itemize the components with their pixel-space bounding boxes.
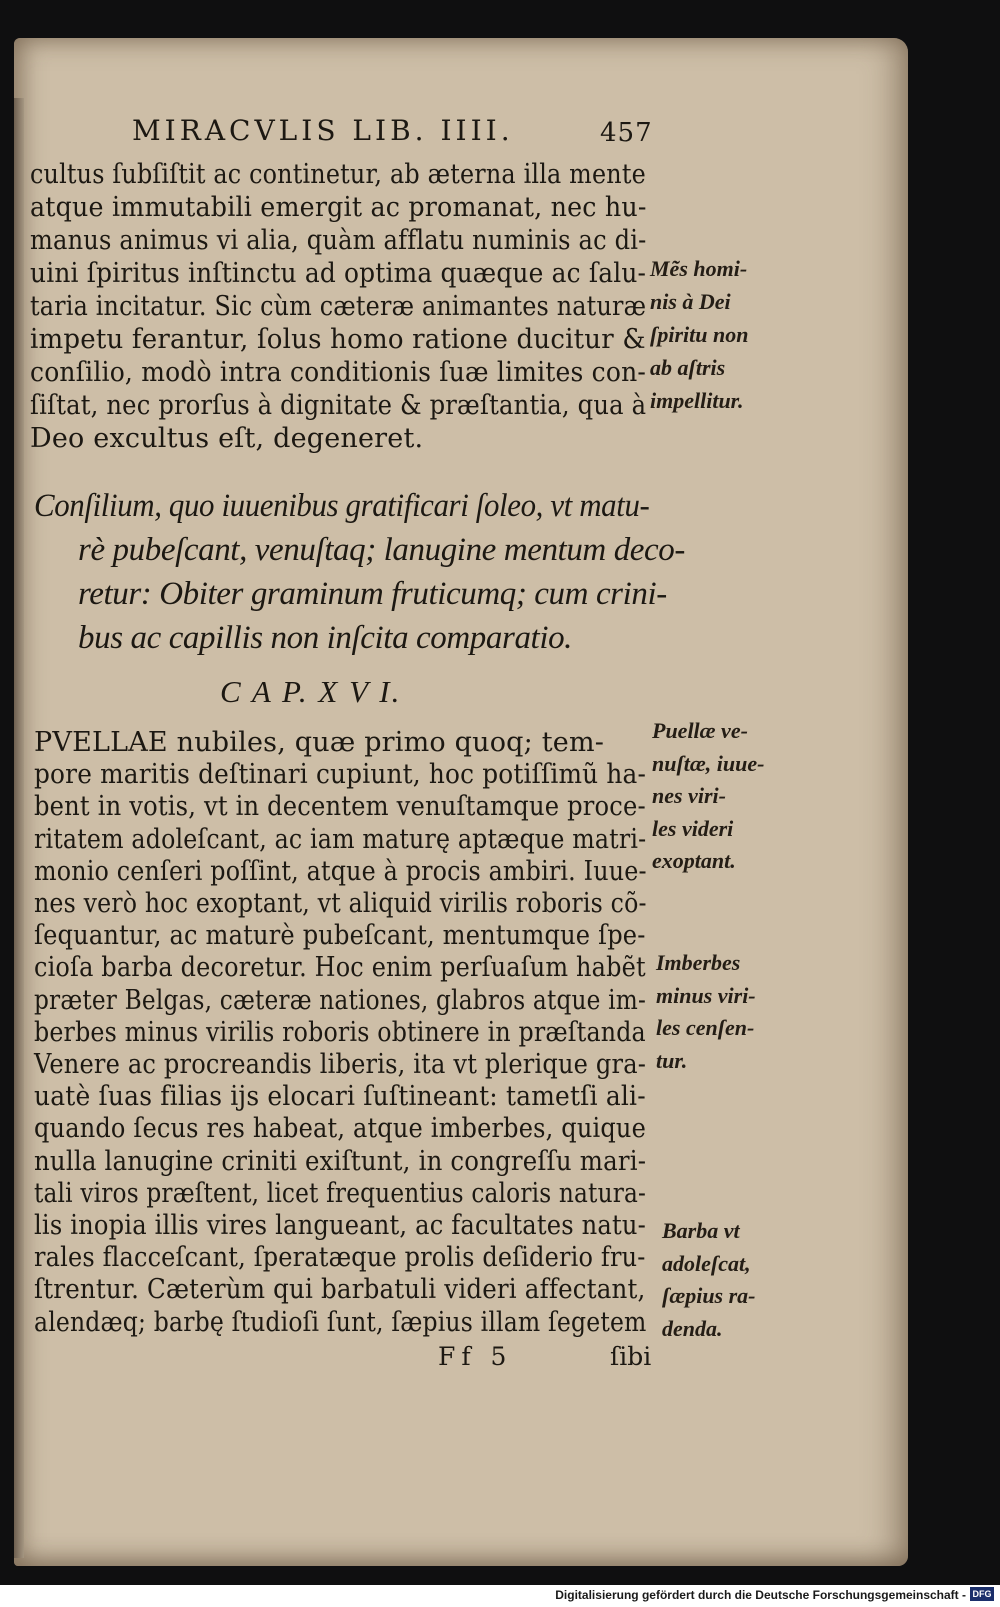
dfg-logo: DFG <box>970 1587 994 1601</box>
paragraph2-line: tali viros præſtent, licet frequentius caloris natura- <box>34 1177 647 1209</box>
paragraph2-line: berbes minus virilis roboris obtinere in præſtanda <box>34 1016 646 1048</box>
marginal-note-line: Barba vt <box>662 1218 740 1243</box>
paragraph1-line: cultus ſubſiſtit ac continetur, ab æterna illa mente <box>30 159 646 190</box>
paragraph2-line: nes verò hoc exoptant, vt aliquid virilis roboris cõ- <box>34 888 647 919</box>
marginal-note-line: ſpiritu non <box>650 322 749 347</box>
paragraph1-line: taria incitatur. Sic cùm cæteræ animantes naturæ <box>30 291 647 322</box>
paragraph2-line: bent in votis, vt in decentem venuſtamque proce- <box>34 791 646 823</box>
chapter-summary-line: Conſilium, quo iuuenibus gratificari ſoleo, vt matu- <box>34 488 650 524</box>
marginal-note-line: Imberbes <box>656 950 741 975</box>
paragraph2-line: ſtrentur. Cæterùm qui barbatuli videri affectant, <box>34 1274 646 1306</box>
page-gutter-shadow <box>14 98 24 1558</box>
chapter-heading: C A P. X V I. <box>220 674 402 709</box>
paragraph2-line: monio cenſeri poſſint, atque à procis ambiri. Iuue- <box>34 855 647 887</box>
marginal-note-line: nuſtæ, iuue- <box>652 750 765 776</box>
chapter-summary-line: bus ac capillis non inſcita comparatio. <box>78 620 573 656</box>
paragraph1-line: ſiſtat, nec prorſus à dignitate & præſtantia, qua à <box>30 390 647 421</box>
paragraph2-line: Venere ac procreandis liberis, ita vt plerique gra- <box>34 1049 647 1080</box>
paragraph2-line: pore maritis deſtinari cupiunt, hoc potiſſimũ ha- <box>34 759 647 791</box>
marginal-note-line: Mẽs homi- <box>650 256 748 281</box>
page-number: 457 <box>600 118 653 148</box>
paragraph2-line: rales flacceſcant, ſperatæque prolis deſiderio fru- <box>34 1242 646 1274</box>
paragraph1-line: Deo excultus eſt, degeneret. <box>30 423 424 454</box>
paragraph2-line: nulla lanugine criniti exiſtunt, in congreſſu mari- <box>34 1145 647 1177</box>
marginal-note-line: nes viri- <box>652 783 726 808</box>
marginal-note-line: Puellæ ve- <box>652 718 748 743</box>
chapter-summary-line: retur: Obiter graminum fruticumq; cum crini- <box>78 576 667 612</box>
marginal-note-line: nis à Dei <box>650 289 731 314</box>
marginal-note-line: tur. <box>656 1047 688 1073</box>
book-page <box>14 38 908 1566</box>
paragraph2-line: præter Belgas, cæteræ nationes, glabros atque im- <box>34 984 647 1016</box>
paragraph2-line: lis inopia illis vires langueant, ac facultates natu- <box>34 1210 646 1241</box>
paragraph2-line: cioſa barba decoretur. Hoc enim perſuaſum habẽt <box>34 952 646 984</box>
paragraph1-line: conſilio, modò intra conditionis ſuæ limites con- <box>30 357 647 388</box>
paragraph2-line: ſequantur, ac maturè pubeſcant, mentumque ſpe- <box>34 920 646 952</box>
marginal-note-line: minus viri- <box>656 982 756 1008</box>
paragraph1-line: manus animus vi alia, quàm afflatu numinis ac di- <box>30 225 647 256</box>
chapter-summary-line: rè pubeſcant, venuſtaq; lanugine mentum deco- <box>78 532 685 568</box>
paragraph2-line: quando ſecus res habeat, atque imberbes, quique <box>34 1113 646 1145</box>
paragraph1-line: impetu ferantur, ſolus homo ratione ducitur & <box>30 324 646 355</box>
paragraph2-line: alendæq; barbę ſtudioſi ſunt, ſæpius illam ſegetem <box>34 1306 647 1338</box>
marginal-note-line: impellitur. <box>650 388 744 413</box>
catchword: ſibi <box>610 1342 652 1371</box>
marginal-note-line: ab aſtris <box>650 355 726 380</box>
paragraph1-line: uini ſpiritus inſtinctu ad optima quæque ac ſalu- <box>30 258 647 289</box>
marginal-note-line: les cenſen- <box>656 1015 755 1040</box>
marginal-note-line: ſæpius ra- <box>662 1283 756 1308</box>
footer-credit: Digitalisierung gefördert durch die Deutsche Forschungsgemeinschaft - <box>555 1588 966 1602</box>
running-title: MIRACVLIS LIB. IIII. <box>132 114 514 147</box>
paragraph2-line: PVELLAE nubiles, quæ primo quoq; tem- <box>34 727 605 758</box>
marginal-note-line: les videri <box>652 815 734 841</box>
marginal-note-line: exoptant. <box>652 848 736 873</box>
marginal-note-line: adoleſcat, <box>662 1250 751 1276</box>
signature-mark: Ff 5 <box>438 1342 513 1371</box>
paragraph1-line: atque immutabili emergit ac promanat, nec hu- <box>30 192 647 223</box>
marginal-note-line: denda. <box>662 1315 723 1341</box>
paragraph2-line: ritatem adoleſcant, ac iam maturę aptæque matri- <box>34 823 647 855</box>
paragraph2-line: uatè ſuas filias ijs elocari ſuſtineant: tametſi ali- <box>34 1081 646 1113</box>
